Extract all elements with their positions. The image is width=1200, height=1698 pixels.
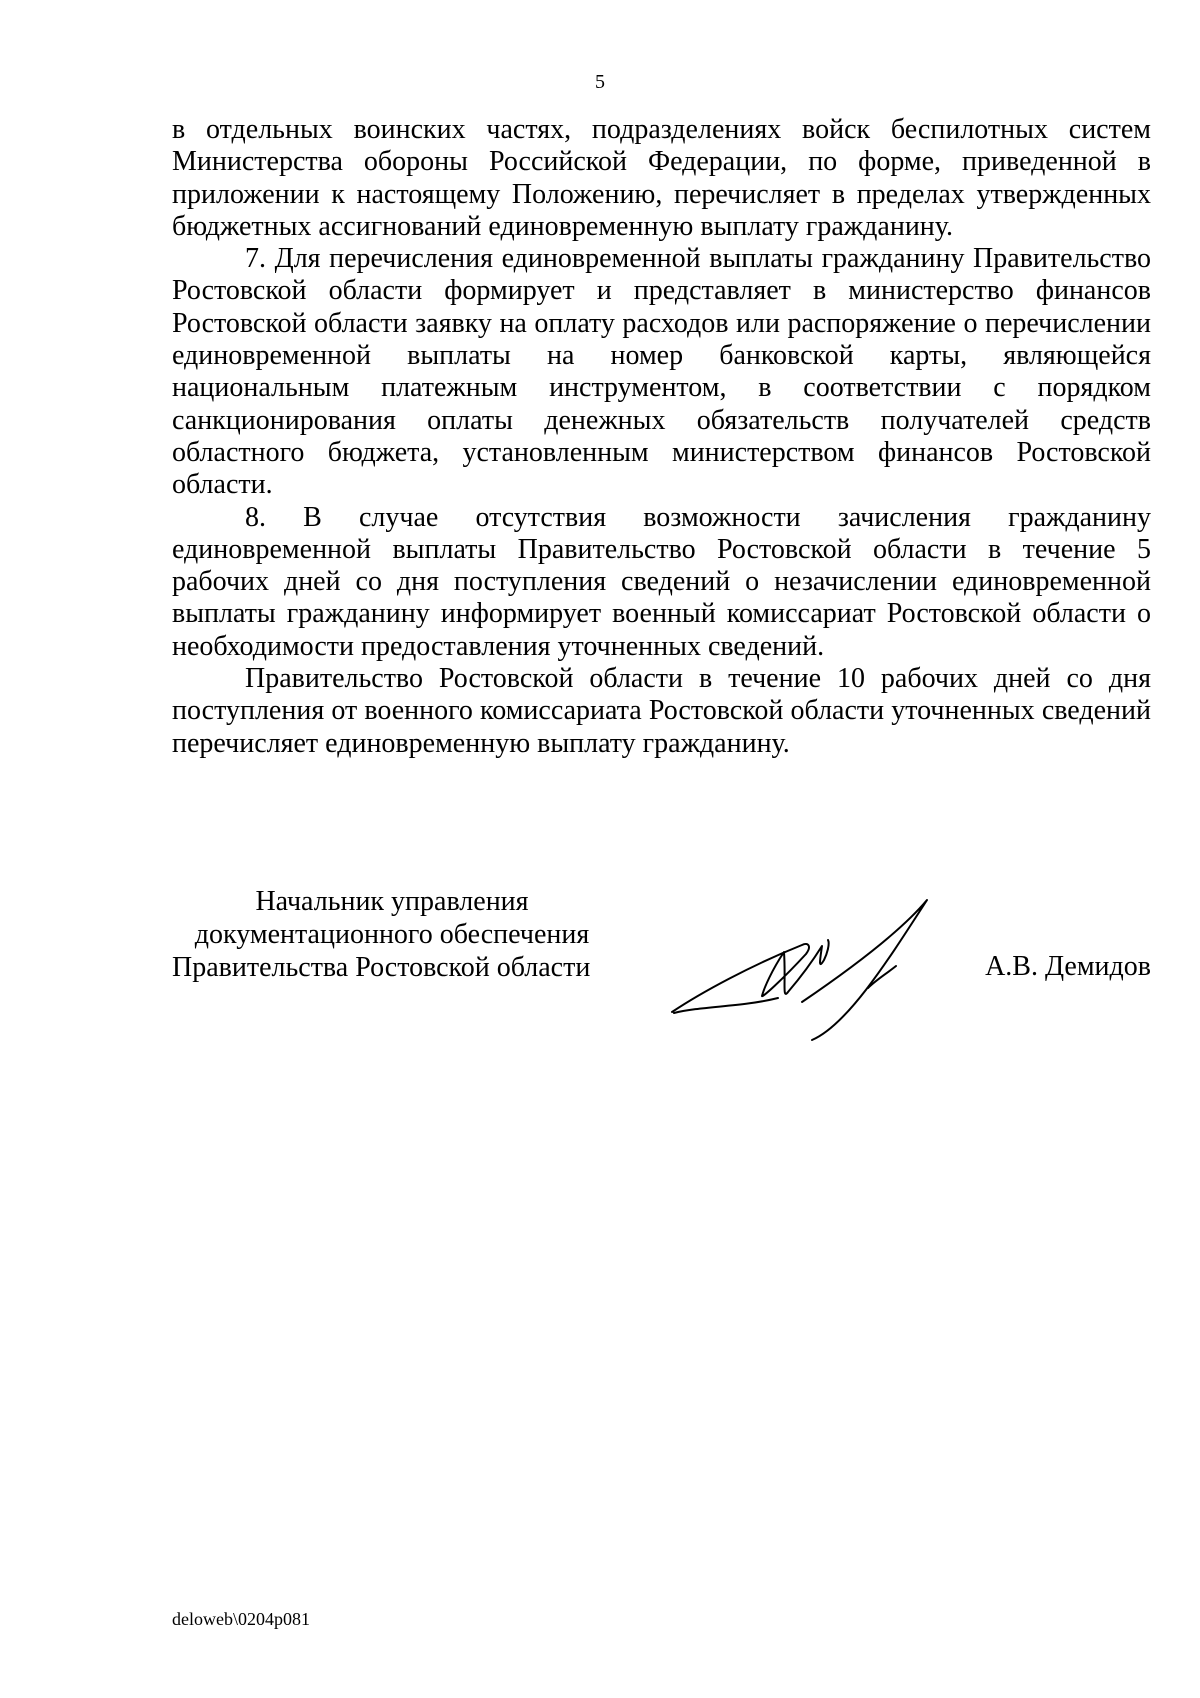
signatory-title-line-1: Начальник управления — [255, 886, 529, 917]
signatory-title — [172, 885, 612, 984]
document-body — [172, 114, 1151, 760]
paragraph-item-8: 8. В случае отсутствия возможности зачисления гражданину единовременной выплаты Правительство Ростовской области в течение 5 рабочих дней со дня поступления сведений о незачислении единовременной выплаты гражданину информирует военный комиссариат Ростовской области о необходимости предоставления уточненных сведений. — [172, 501, 1151, 662]
page-number: 5 — [595, 71, 605, 93]
paragraph-continuation: в отдельных воинских частях, подразделениях войск беспилотных систем Министерства обороны Российской Федерации, по форме, приведенной в приложении к настоящему Положению, перечисляет в пределах утвержденных бюджетных ассигнований единовременную выплату гражданину. — [172, 114, 1151, 242]
signatory-title-line-2: документационного обеспечения — [194, 919, 590, 950]
paragraph-item-7: 7. Для перечисления единовременной выплаты гражданину Правительство Ростовской области формирует и представляет в министерство финансов Ростовской области заявку на оплату расходов или распоряжение о перечислении единовременной выплаты на номер банковской карты, являющейся национальным платежным инструментом, в соответствии с порядком санкционирования оплаты денежных обязательств получателей средств областного бюджета, установленным министерством финансов Ростовской области. — [172, 243, 1151, 501]
paragraph-item-8-continued: Правительство Ростовской области в течение 10 рабочих дней со дня поступления от военного комиссариата Ростовской области уточненных сведений перечисляет единовременную выплату гражданину. — [172, 663, 1151, 759]
signatory-name: А.В. Демидов — [985, 951, 1151, 982]
document-code: deloweb\0204p081 — [172, 1609, 310, 1629]
signatory-title-line-3: Правительства Ростовской области — [172, 952, 591, 983]
signature-block — [172, 885, 1151, 1045]
handwritten-signature — [662, 880, 992, 1050]
